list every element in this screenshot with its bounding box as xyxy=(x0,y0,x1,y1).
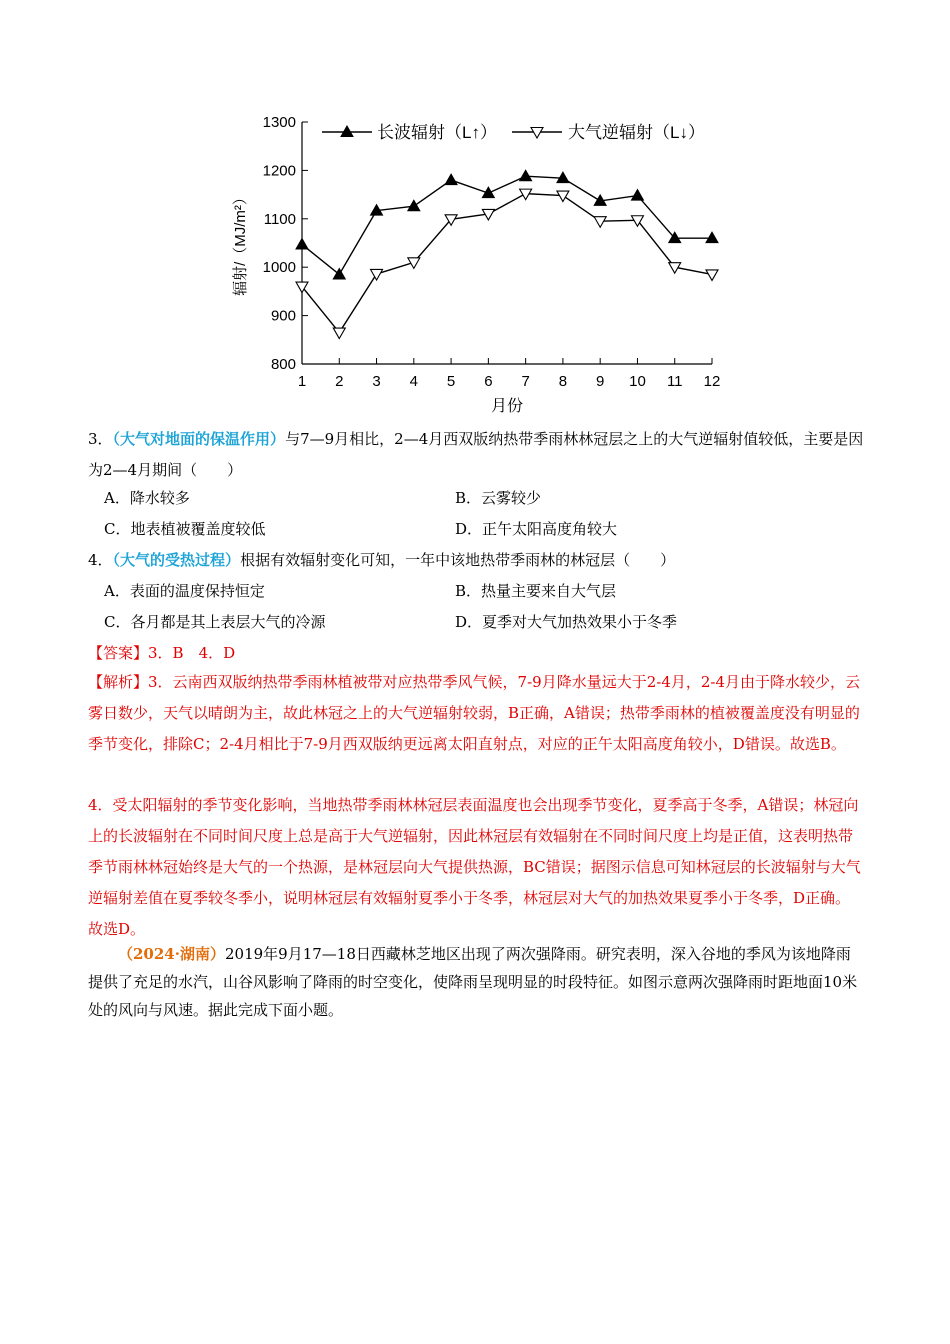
answer-line xyxy=(88,640,235,666)
next-question-stem xyxy=(88,940,864,1024)
chart-axes xyxy=(232,114,720,415)
q3-option-b: B．云雾较少 xyxy=(455,489,542,507)
x-tick-label: 2 xyxy=(335,373,344,390)
radiation-line-chart xyxy=(215,108,735,420)
legend-marker-2 xyxy=(531,128,543,139)
x-tick-label: 11 xyxy=(666,373,683,390)
series-2-point xyxy=(557,191,569,202)
series-1-point xyxy=(333,268,345,279)
question-4 xyxy=(88,547,675,573)
series-2-point xyxy=(333,328,345,339)
series-1-point xyxy=(706,232,718,243)
chart-legend xyxy=(322,123,705,142)
q3-option-c: C．地表植被覆盖度较低 xyxy=(104,520,266,538)
q3-option-d: D．正午太阳高度角较大 xyxy=(455,520,618,538)
analysis-label: 【解析】 xyxy=(88,673,149,691)
legend-marker-1 xyxy=(341,126,353,137)
q4-option-a: A．表面的温度保持恒定 xyxy=(104,582,265,600)
x-tick-label: 8 xyxy=(558,373,568,390)
x-tick-label: 5 xyxy=(446,373,456,390)
question-topic-tag: （大气的受热过程） xyxy=(112,551,241,569)
y-tick-label: 1000 xyxy=(262,259,296,277)
y-tick-label: 900 xyxy=(270,307,296,325)
x-tick-label: 1 xyxy=(297,373,307,390)
chart-series xyxy=(296,170,718,338)
analysis-3 xyxy=(88,667,864,760)
answer-text: 3．B 4．D xyxy=(148,644,236,662)
x-tick-label: 4 xyxy=(409,373,418,390)
q4-option-c: C．各月都是其上表层大气的冷源 xyxy=(104,613,326,631)
x-tick-label: 9 xyxy=(596,373,605,390)
q3-option-a: A．降水较多 xyxy=(104,489,190,507)
question-3 xyxy=(88,424,864,486)
question-topic-tag: （大气对地面的保温作用） xyxy=(112,430,286,448)
question-number: 4． xyxy=(88,551,113,569)
series-2-point xyxy=(706,270,718,281)
stem-text: 2019年9月17—18日西藏林芝地区出现了两次强降雨。研究表明，深入谷地的季风为该地降雨提供了充足的水汽，山谷风影响了降雨的时空变化，使降雨呈现明显的时段特征。如图示意两次强降雨时距地面10米处的风向与风速。据此完成下面小题。 xyxy=(88,945,858,1019)
x-tick-label: 7 xyxy=(521,373,530,390)
y-tick-label: 1100 xyxy=(263,210,296,228)
legend-label-2: 大气逆辐射（L↓） xyxy=(568,123,705,142)
q4-option-d: D．夏季对大气加热效果小于冬季 xyxy=(455,613,678,631)
legend-label-1: 长波辐射（L↑） xyxy=(377,123,497,142)
y-axis-title: 辐射/（MJ/m²） xyxy=(232,190,249,296)
series-1-point xyxy=(296,238,308,249)
x-tick-label: 3 xyxy=(372,373,381,390)
q4-option-b: B．热量主要来自大气层 xyxy=(455,582,617,600)
analysis-4: 4．受太阳辐射的季节变化影响，当地热带季雨林林冠层表面温度也会出现季节变化，夏季高于冬季，A错误；林冠向上的长波辐射在不同时间尺度上总是高于大气逆辐射，因此林冠层有效辐射在不同时间尺度上均是正值，这表明热带季节雨林林冠始终是大气的一个热源，是林冠层向大气提供热源，BC错误；据图示信息可知林冠层的长波辐射与大气逆辐射差值在夏季较冬季小，说明林冠层有效辐射夏季小于冬季，林冠层对大气的加热效果夏季小于冬季，D正确。故选D。 xyxy=(88,796,861,938)
analysis-text-3: 3．云南西双版纳热带季雨林植被带对应热带季风气候，7-9月降水量远大于2-4月，2-4月由于降水较少，云雾日数少，天气以晴朗为主，故此林冠之上的大气逆辐射较弱，B正确，A错误；热带季雨林的植被覆盖度没有明显的季节变化，排除C；2-4月相比于7-9月西双版纳更远离太阳直射点，对应的正午太阳高度角较小，D错误。故选B。 xyxy=(88,673,861,753)
question-text: 与7—9月相比，2—4月西双版纳热带季雨林林冠层之上的大气逆辐射值较低，主要是因为2—4月期间（ ） xyxy=(88,430,864,479)
series-1-point xyxy=(445,174,457,185)
y-tick-label: 1300 xyxy=(262,114,296,131)
series-line-1 xyxy=(302,176,712,274)
series-1-point xyxy=(408,200,420,211)
series-1-point xyxy=(520,170,532,181)
y-tick-label: 800 xyxy=(270,356,296,373)
x-tick-label: 12 xyxy=(703,373,721,390)
series-2-point xyxy=(371,269,383,280)
series-line-2 xyxy=(302,194,712,333)
x-tick-label: 6 xyxy=(484,373,493,390)
source-tag: （2024·湖南） xyxy=(118,945,225,963)
series-1-point xyxy=(631,190,643,201)
x-tick-label: 10 xyxy=(629,373,646,390)
question-text: 根据有效辐射变化可知，一年中该地热带季雨林的林冠层（ ） xyxy=(240,551,676,569)
answer-label: 【答案】 xyxy=(88,644,149,662)
x-axis-title: 月份 xyxy=(490,398,524,415)
question-number: 3． xyxy=(88,430,113,448)
series-2-point xyxy=(594,217,606,228)
y-tick-label: 1200 xyxy=(262,162,296,180)
